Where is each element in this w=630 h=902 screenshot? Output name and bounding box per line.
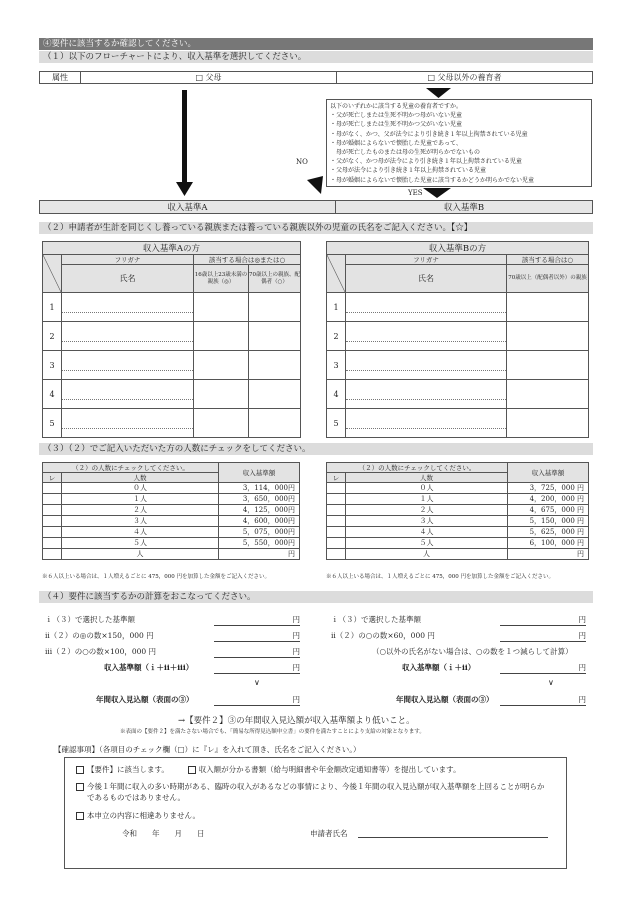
calc-right-i: ｉ（３）で選択した基準額 (331, 615, 421, 624)
people-count: ５人 (62, 538, 219, 549)
row-number: 2 (327, 322, 346, 351)
income-row (43, 505, 300, 516)
people-count: ３人 (62, 516, 219, 527)
table-a-title: 収入基準Aの方 (43, 242, 301, 255)
no-label: NO (296, 158, 308, 166)
q4-title: （４）要件に該当するかの計算をおこなってください。 (39, 591, 593, 603)
people-header: 人数 (62, 473, 219, 483)
section-header: ④要件に該当するか確認してください。 (39, 38, 593, 50)
income-row (43, 516, 300, 527)
row-number: 5 (327, 409, 346, 438)
income-amount: 4，200，000 円 (508, 494, 589, 505)
calc-left-annual-field[interactable]: 円 (214, 694, 300, 706)
people-count: 人 (346, 549, 508, 560)
people-count: ０人 (346, 483, 508, 494)
row-checkbox[interactable] (43, 483, 62, 494)
people-count: ４人 (346, 527, 508, 538)
income-row (43, 538, 300, 549)
check-cell[interactable] (249, 322, 301, 351)
furigana-label: フリガナ (62, 255, 194, 265)
calc-right-annual: 年間収入見込額（表面の③） (396, 695, 494, 704)
check-mark-header: レ (327, 473, 346, 483)
calc-right-i-field[interactable]: 円 (500, 614, 586, 626)
table-a (42, 241, 301, 438)
check-cell[interactable] (194, 351, 249, 380)
row-checkbox[interactable] (43, 494, 62, 505)
people-count: ２人 (346, 505, 508, 516)
condition-line: ・母が婚姻によらないで懐胎した児童に該当するかどうか明らかでない児童 (330, 176, 535, 184)
calc-right-total-field[interactable]: 円 (500, 662, 586, 674)
row-checkbox[interactable] (327, 483, 346, 494)
condition-line: 以下のいずれかに該当する児童の養育者ですか。 (330, 103, 463, 110)
income-row (327, 527, 589, 538)
condition-line: ・父が死亡しまたは生死不明かつ母がいない児童 (330, 112, 463, 120)
table-b-title: 収入基準Bの方 (327, 242, 589, 255)
name-input[interactable] (62, 293, 194, 322)
check-cell[interactable] (194, 322, 249, 351)
table-b (326, 241, 589, 438)
row-number: 1 (43, 293, 62, 322)
row-checkbox[interactable] (43, 516, 62, 527)
name-input[interactable] (62, 351, 194, 380)
calc-right-ii: ii（２）の○の数×60，000 円 (331, 631, 435, 640)
applicable-label: 該当する場合は○ (507, 255, 589, 265)
people-header: 人数 (346, 473, 508, 483)
condition-line: ・父がなく、かつ母が法令により引き続き１年以上拘禁されている児童 (330, 158, 522, 166)
col-70-over: 70歳以上の親族、配偶者（○） (249, 265, 301, 293)
row-checkbox[interactable] (43, 527, 62, 538)
people-count: ５人 (346, 538, 508, 549)
check-cell[interactable] (507, 380, 589, 409)
people-count: ４人 (62, 527, 219, 538)
attr-label: 属性 (40, 72, 81, 84)
confirm-item-3-label: 本申立の内容に相違ありません。 (87, 811, 200, 820)
attribute-row (39, 71, 593, 84)
conditions-box (326, 99, 592, 187)
income-amount: 3，725，000 円 (508, 483, 589, 494)
calc-left-iii-field[interactable]: 円 (214, 646, 300, 658)
calc-left-ii: ii（２）の◎の数×150，000 円 (45, 631, 154, 640)
income-row (43, 527, 300, 538)
yes-label: YES (408, 189, 423, 197)
income-amount: 3，650，000円 (219, 494, 300, 505)
confirm-item-2-label: 今後１年間に収入の多い時期がある、臨時の収入があるなどの事情により、今後１年間の収入見込額が収入基準額を上回ることが明らかであるものではありません。 (87, 782, 545, 802)
name-input[interactable] (62, 409, 194, 438)
calc-left-annual: 年間収入見込額（表面の③） (96, 695, 194, 704)
note-b: ※６人以上いる場合は、１人増えるごとに 475，000 円を加算した金額をご記入ください。 (326, 574, 554, 580)
amount-header: 収入基準額 (219, 463, 300, 483)
row-checkbox[interactable] (327, 505, 346, 516)
people-count: １人 (62, 494, 219, 505)
option-parents[interactable]: □ 父母 (81, 72, 337, 84)
calc-right-annual-field[interactable]: 円 (500, 694, 586, 706)
name-input[interactable] (346, 380, 507, 409)
income-row (327, 483, 589, 494)
income-row (327, 549, 589, 560)
check-cell[interactable] (249, 293, 301, 322)
income-amount: 4，125，000円 (219, 505, 300, 516)
income-row (43, 483, 300, 494)
people-count: ３人 (346, 516, 508, 527)
row-checkbox[interactable] (327, 516, 346, 527)
people-count: ２人 (62, 505, 219, 516)
check-cell[interactable] (507, 409, 589, 438)
q2-title: （２）申請者が生計を同じくし養っている親族または養っている親族以外の児童の氏名をご記入ください。【☆】 (39, 222, 593, 234)
check-mark-header: レ (43, 473, 62, 483)
income-amount: 3，114，000円 (219, 483, 300, 494)
income-amount: 5，075，000円 (219, 527, 300, 538)
people-count: 人 (62, 549, 219, 560)
income-row (327, 516, 589, 527)
check-cell[interactable] (507, 293, 589, 322)
check-cell[interactable] (507, 351, 589, 380)
calc-left-iii: iii（２）の○の数×100，000 円 (45, 647, 157, 656)
check-header: （２）の人数にチェックしてください。 (43, 463, 219, 473)
checkbox[interactable] (188, 766, 196, 774)
people-count: １人 (346, 494, 508, 505)
basis-a: 収入基準A (40, 201, 336, 214)
confirm-item-1 (76, 764, 461, 775)
check-cell[interactable] (194, 409, 249, 438)
calc-left-ii-field[interactable]: 円 (214, 630, 300, 642)
name-label: 氏名 (62, 265, 194, 293)
ge-left: ∨ (254, 678, 260, 687)
option-other-guardian[interactable]: □ 父母以外の養育者 (337, 72, 593, 84)
income-row (327, 494, 589, 505)
income-amount: 5，150，000 円 (508, 516, 589, 527)
date-field[interactable]: 令和 年 月 日 (122, 829, 205, 838)
q1-title: （１）以下のフローチャートにより、収入基準を選択してください。 (39, 51, 593, 63)
income-amount: 4，675，000 円 (508, 505, 589, 516)
row-checkbox[interactable] (43, 505, 62, 516)
confirm-item-1a-label: 【要件】に該当します。 (87, 765, 169, 774)
income-row (43, 549, 300, 560)
col-16-23: 16歳以上23歳未満の親族（◎） (194, 265, 249, 293)
check-cell[interactable] (249, 409, 301, 438)
income-amount: 6，100，000 円 (508, 538, 589, 549)
basis-bar (39, 200, 593, 214)
diagonal-cell (43, 255, 62, 293)
calc-right-note: （○以外の氏名がない場合は、○の数を１つ減らして計算） (372, 647, 573, 656)
col-70-over: 70歳以上（配偶者以外）の親族 (507, 265, 589, 293)
calc-left-total: 収入基準額（ｉ＋ii＋iii） (104, 663, 194, 672)
confirm-title: 【確認事項】（各項目のチェック欄（□）に『レ』を入れて頂き、氏名をご記入ください。） (54, 745, 361, 754)
row-checkbox[interactable] (43, 538, 62, 549)
row-number: 4 (327, 380, 346, 409)
calc-left-i-field[interactable]: 円 (214, 614, 300, 626)
calc-left-total-field[interactable]: 円 (214, 662, 300, 674)
income-table-a (42, 462, 300, 560)
check-header: （２）の人数にチェックしてください。 (327, 463, 508, 473)
people-count: ０人 (62, 483, 219, 494)
confirm-item-2 (76, 781, 551, 803)
row-checkbox[interactable] (327, 527, 346, 538)
calc-right-ii-field[interactable]: 円 (500, 630, 586, 642)
applicant-name-field[interactable] (358, 837, 548, 838)
confirm-item-3 (76, 810, 200, 821)
furigana-label: フリガナ (346, 255, 507, 265)
name-input[interactable] (346, 409, 507, 438)
row-number: 2 (43, 322, 62, 351)
row-checkbox[interactable] (327, 549, 346, 560)
ge-right: ∨ (548, 678, 554, 687)
name-input[interactable] (346, 293, 507, 322)
amount-header: 収入基準額 (508, 463, 589, 483)
conclusion-note: ※表面の【要件２】を満たさない場合でも、「簡易な所得見込額申立書」の要件を満たすことにより支給の対象となります。 (120, 729, 425, 735)
calc-right-total: 収入基準額（ｉ＋ii） (402, 663, 476, 672)
note-a: ※６人以上いる場合は、１人増えるごとに 475，000 円を加算した金額をご記入ください。 (42, 574, 270, 580)
applicable-label: 該当する場合は◎または○ (194, 255, 301, 265)
income-amount: 5，550，000円 (219, 538, 300, 549)
income-row (43, 494, 300, 505)
check-cell[interactable] (507, 322, 589, 351)
condition-line: ・父母が法令により引き続き１年以上拘禁されている児童 (330, 167, 487, 175)
condition-line: 母が死亡したものまたは母の生死が明らかでないもの (330, 149, 481, 157)
checkbox[interactable] (76, 766, 84, 774)
name-input[interactable] (346, 322, 507, 351)
row-checkbox[interactable] (43, 549, 62, 560)
check-cell[interactable] (249, 380, 301, 409)
conclusion: →【要件２】③の年間収入見込額が収入基準額より低いこと。 (178, 716, 415, 726)
income-amount: 円 (219, 549, 300, 560)
row-number: 1 (327, 293, 346, 322)
check-cell[interactable] (249, 351, 301, 380)
checkbox[interactable] (76, 783, 84, 791)
row-number: 3 (43, 351, 62, 380)
row-checkbox[interactable] (327, 538, 346, 549)
income-amount: 5，625，000 円 (508, 527, 589, 538)
row-checkbox[interactable] (327, 494, 346, 505)
income-amount: 4，600，000円 (219, 516, 300, 527)
confirm-item-1b-label: 収入額が分かる書類（給与明細書や年金額改定通知書等）を提出しています。 (198, 765, 461, 774)
calc-left-i: ｉ（３）で選択した基準額 (45, 615, 135, 624)
condition-line: ・母が死亡しまたは生死不明かつ父がいない児童 (330, 121, 463, 129)
name-input[interactable] (62, 380, 194, 409)
basis-b: 収入基準B (336, 201, 593, 214)
diagonal-cell (327, 255, 346, 293)
income-amount: 円 (508, 549, 589, 560)
name-input[interactable] (62, 322, 194, 351)
applicant-name-label: 申請者氏名 (310, 829, 348, 838)
name-input[interactable] (346, 351, 507, 380)
row-number: 5 (43, 409, 62, 438)
income-row (327, 538, 589, 549)
q3-title: （３）（２）でご記入いただいた方の人数にチェックをしてください。 (39, 443, 593, 455)
check-cell[interactable] (194, 380, 249, 409)
name-label: 氏名 (346, 265, 507, 293)
condition-line: ・母がなく、かつ、父が法令により引き続き１年以上拘禁されている児童 (330, 130, 528, 138)
check-cell[interactable] (194, 293, 249, 322)
condition-line: ・母が婚姻によらないで懐胎した児童であって、 (330, 139, 462, 147)
row-number: 4 (43, 380, 62, 409)
checkbox[interactable] (76, 812, 84, 820)
income-row (327, 505, 589, 516)
income-table-b (326, 462, 589, 560)
row-number: 3 (327, 351, 346, 380)
